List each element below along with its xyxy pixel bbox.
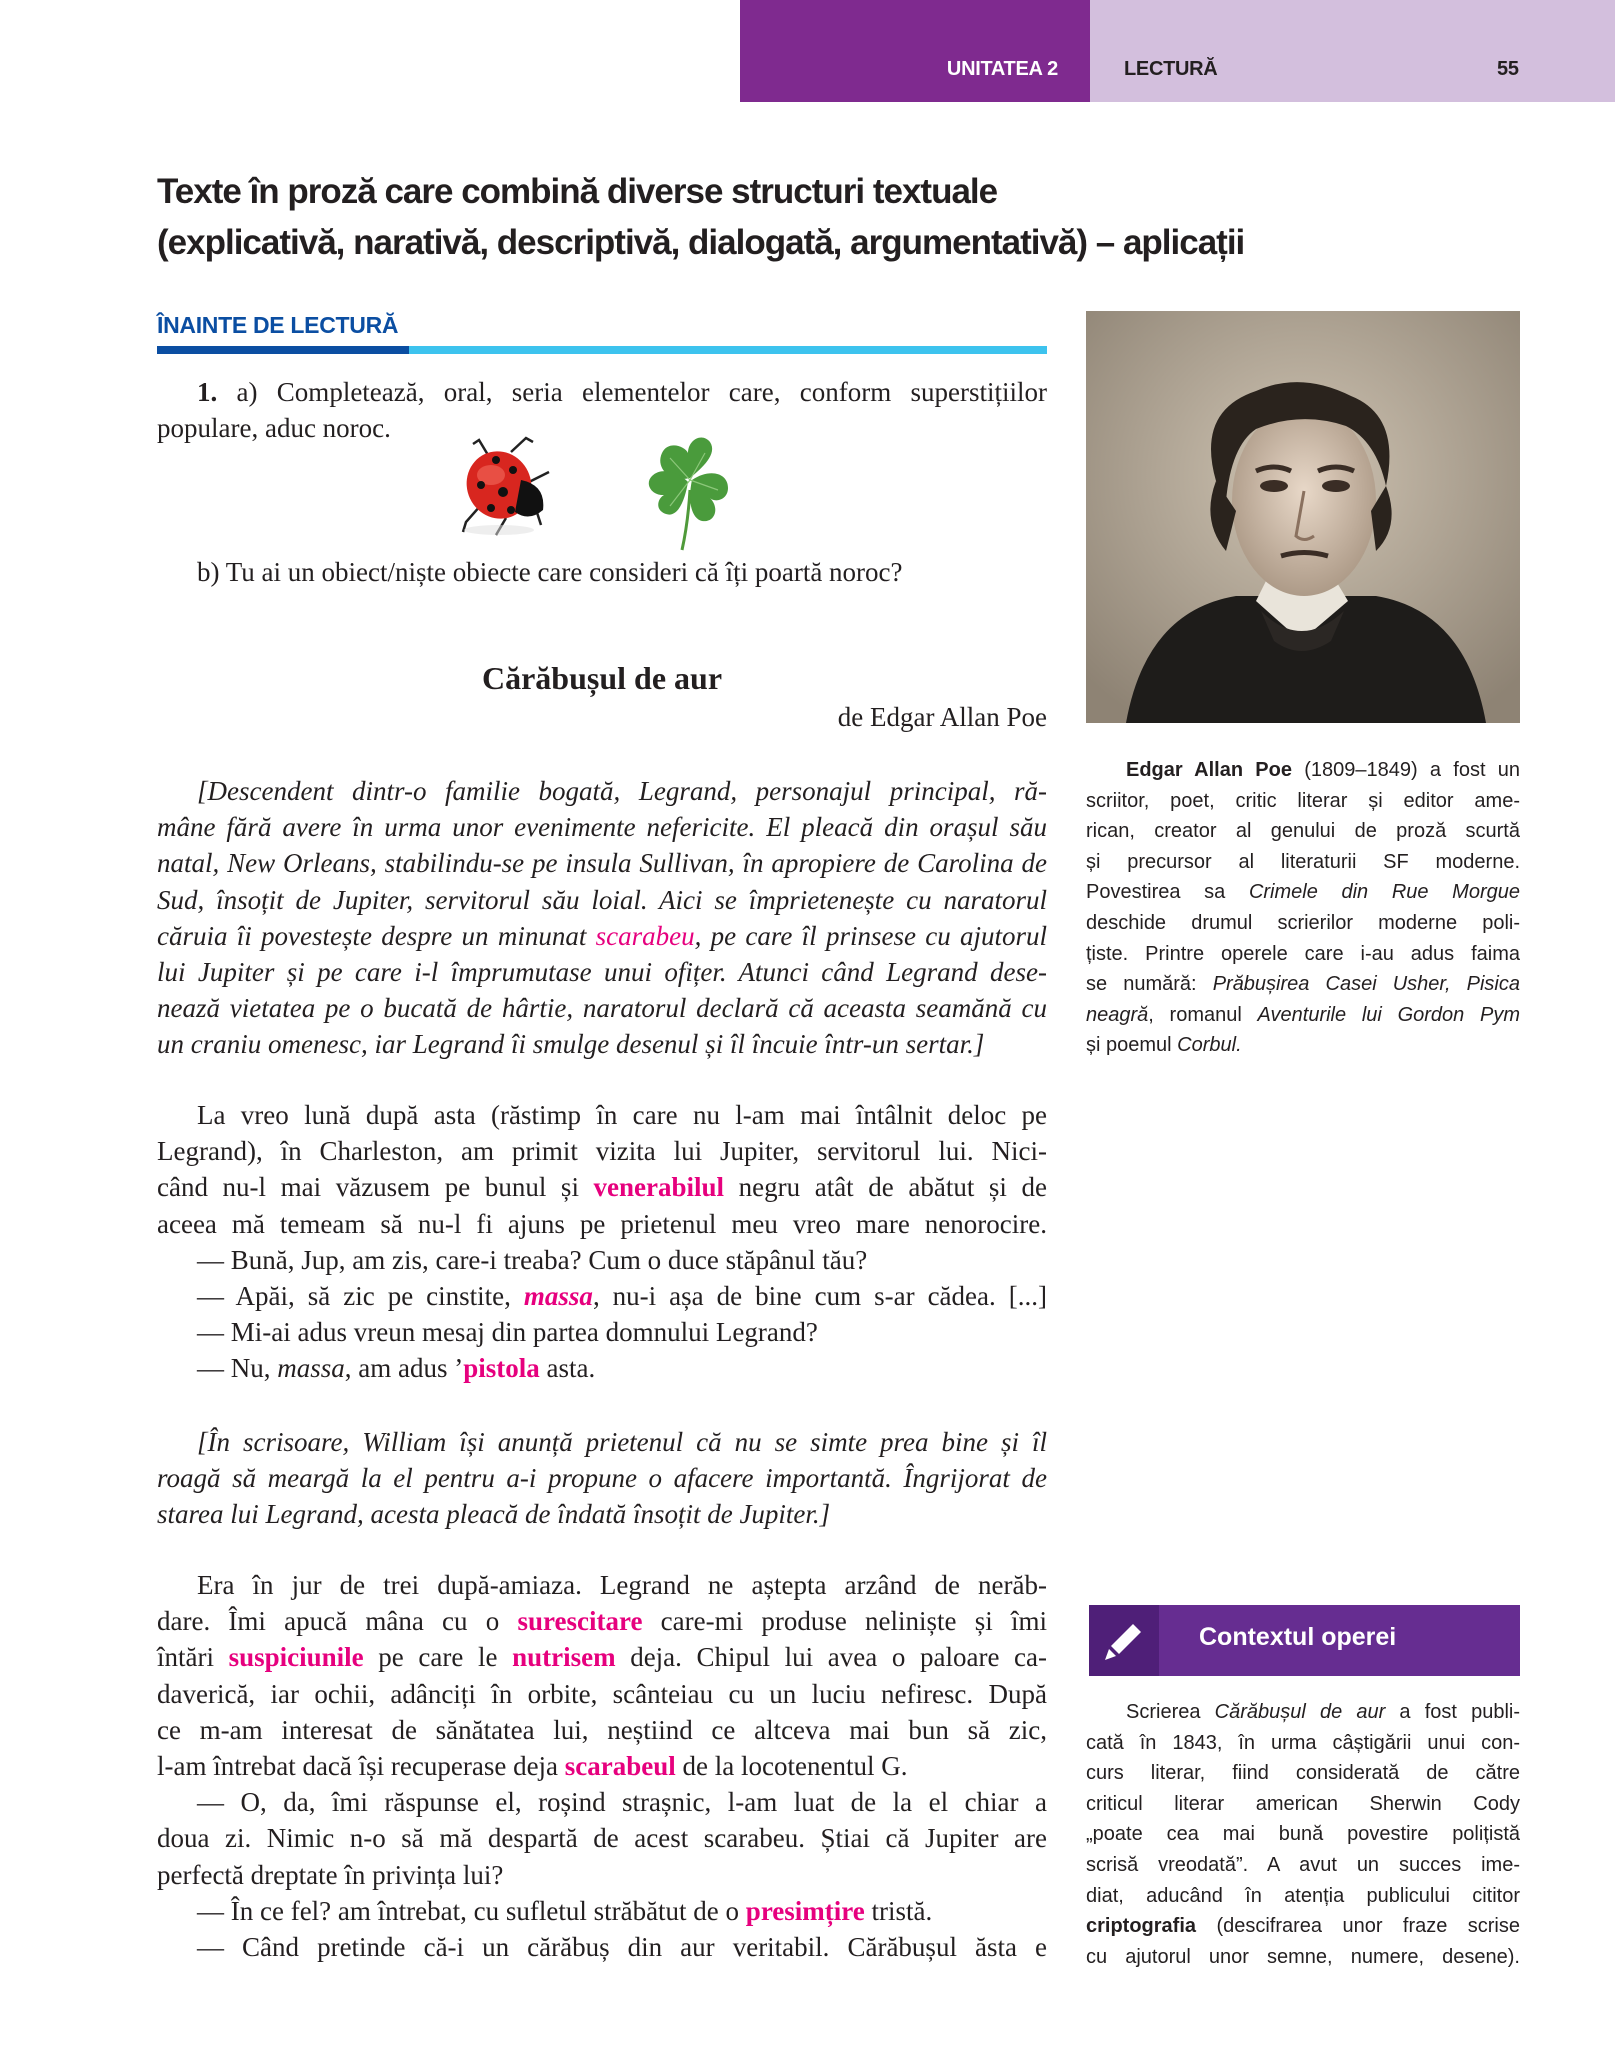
text-run: și poemul xyxy=(1086,1034,1178,1057)
text-line xyxy=(1086,969,1520,1000)
page-title-line-1: Texte în proză care combină diverse structuri textuale xyxy=(157,172,998,211)
emphasized-text: massa xyxy=(277,1353,345,1384)
unit-band xyxy=(740,0,1090,102)
text-line xyxy=(157,1314,1047,1350)
text-line xyxy=(157,809,1047,845)
text-line xyxy=(157,1893,1047,1929)
glossary-term: venerabilul xyxy=(593,1172,725,1203)
text-run: [În scrisoare, William își anunță prietenul că nu se simte prea bine și îl xyxy=(197,1427,1047,1457)
text-run: Scrierea xyxy=(1126,1701,1215,1723)
section-label: LECTURĂ xyxy=(1124,58,1218,80)
context-text xyxy=(1086,1697,1520,1972)
text-run: a fost publi- xyxy=(1385,1701,1521,1723)
text-run: daverică, iar ochii, adânciți în orbite, scânteiau cu un luciu nefiresc. După xyxy=(157,1678,1047,1709)
text-run: , romanul xyxy=(1148,1003,1258,1026)
text-run: negru atât de abătut și de xyxy=(724,1172,1047,1203)
text-line xyxy=(157,1460,1047,1496)
text-line xyxy=(157,990,1047,1026)
text-line xyxy=(1086,908,1520,939)
story-paragraph-2 xyxy=(157,1097,1047,1387)
text-run: Sud, însoțit de Jupiter, servitorul său loial. Aici se împrietenește cu naratorul xyxy=(157,884,1047,915)
emphasized-text: Crimele din Rue Morgue xyxy=(1248,881,1520,904)
text-run: populare, aduc noroc. xyxy=(157,413,391,444)
text-line xyxy=(157,845,1047,881)
edgar-allan-poe-portrait xyxy=(1086,311,1520,723)
emphasized-text: Cărăbușul de aur xyxy=(1214,1701,1386,1723)
text-run: scriitor, poet, critic literar și editor ame- xyxy=(1086,789,1520,812)
text-line xyxy=(157,1350,1047,1386)
glossary-term: nutrisem xyxy=(512,1642,616,1673)
summary-paragraph-1 xyxy=(157,773,1047,1063)
text-run: dare. Îmi apucă mâna cu o xyxy=(157,1606,518,1637)
heading-rule-dark xyxy=(157,346,409,354)
text-line xyxy=(1086,1850,1520,1881)
text-run: a) Completează, oral, seria elementelor care, conform superstițiilor xyxy=(217,377,1047,407)
emphasized-text: neagră xyxy=(1086,1003,1149,1026)
text-run: și precursor al literaturii SF moderne. xyxy=(1086,850,1520,873)
text-run: Povestirea sa xyxy=(1086,881,1249,904)
page-title-line-2: (explicativă, narativă, descriptivă, dialogată, argumentativă) – aplicații xyxy=(157,223,1245,262)
text-run: asta. xyxy=(539,1353,596,1384)
question-1a xyxy=(157,374,1047,446)
story-paragraph-4 xyxy=(157,1567,1047,1965)
text-line xyxy=(1086,816,1520,847)
text-line xyxy=(157,1206,1047,1242)
text-line xyxy=(157,918,1047,954)
text-run: lui Jupiter și pe care i-l împrumutase unui ofițer. Atunci când Legrand dese- xyxy=(157,957,1047,988)
text-run: nează vietatea pe o bucată de hârtie, naratorul declară că aceasta seamănă cu xyxy=(157,993,1047,1024)
text-run: — Când pretinde că-i un cărăbuș din aur veritabil. Cărăbușul ăsta e xyxy=(197,1932,1047,1963)
text-run: căruia îi povestește despre un minunat xyxy=(157,920,596,951)
section-band xyxy=(1090,0,1615,102)
text-run: aceea mă temeam să nu-l fi ajuns pe prietenul meu vreo mare nenorocire. xyxy=(157,1208,1047,1239)
text-run: roagă să meargă la el pentru a-i propune o afacere importantă. Îngrijorat de xyxy=(157,1463,1047,1494)
text-run: La vreo lună după asta (răstimp în care nu l-am mai întâlnit deloc pe xyxy=(197,1100,1047,1130)
story-title: Cărăbușul de aur xyxy=(481,660,723,696)
text-line xyxy=(1086,755,1520,786)
text-line xyxy=(157,1026,1047,1062)
glossary-term: suspiciunile xyxy=(228,1642,364,1673)
text-run: , pe care îl prinsese cu ajutorul xyxy=(694,920,1047,951)
question-1b xyxy=(157,554,1047,590)
ladybug-image xyxy=(451,430,571,545)
text-run: b) Tu ai un obiect/niște obiecte care consideri că îți poartă noroc? xyxy=(197,557,903,587)
text-line xyxy=(1086,1000,1520,1031)
text-run: ce m-am interesat de sănătatea lui, neștiind ce altceva mai bun să zic, xyxy=(157,1714,1047,1745)
glossary-term: presimțire xyxy=(745,1895,865,1926)
text-run: criticul literar american Sherwin Cody xyxy=(1086,1792,1520,1815)
text-line xyxy=(157,1784,1047,1820)
text-line xyxy=(157,410,1047,446)
text-line xyxy=(157,1496,1047,1532)
text-line xyxy=(157,882,1047,918)
text-run: scrisă vreodată”. A avut un succes ime- xyxy=(1086,1853,1520,1876)
text-line xyxy=(1086,1789,1520,1820)
text-line xyxy=(1086,786,1520,817)
text-line xyxy=(157,1676,1047,1712)
summary-paragraph-3 xyxy=(157,1424,1047,1533)
text-run: natal, New Orleans, stabilindu-se pe insula Sullivan, în apropiere de Carolina de xyxy=(157,848,1047,879)
text-run: care-mi produse neliniște și îmi xyxy=(642,1606,1048,1637)
text-line xyxy=(157,1603,1047,1639)
text-line xyxy=(157,1820,1047,1856)
heading-rule-light xyxy=(409,346,1047,354)
text-line xyxy=(1086,1758,1520,1789)
text-run: doua zi. Nimic n-o să mă despartă de acest scarabeu. Știai că Jupiter are xyxy=(157,1823,1047,1854)
text-line xyxy=(157,554,1047,590)
text-line xyxy=(157,374,1047,410)
emphasized-text: Edgar Allan Poe xyxy=(1126,759,1292,781)
text-run: cu ajutorul unor semne, numere, desene). xyxy=(1086,1945,1520,1968)
text-run: , nu-i așa de bine cum s-ar cădea. [...] xyxy=(592,1281,1047,1312)
text-run: Legrand), în Charleston, am primit vizita lui Jupiter, servitorul lui. Nici- xyxy=(157,1136,1047,1167)
text-line xyxy=(1086,1697,1520,1728)
text-line xyxy=(1086,847,1520,878)
text-run: , am adus ’ xyxy=(344,1353,464,1384)
page-number: 55 xyxy=(1497,58,1519,80)
text-line xyxy=(1086,877,1520,908)
glossary-term: massa xyxy=(523,1281,593,1312)
text-run: (1809–1849) a fost un xyxy=(1292,759,1520,781)
emphasized-text: Prăbușirea Casei Usher, Pisica xyxy=(1212,973,1520,996)
author-bio xyxy=(1086,755,1520,1061)
emphasized-text: Aventurile lui Gordon Pym xyxy=(1257,1003,1520,1026)
text-run: țiste. Printre operele care i-au adus faima xyxy=(1086,942,1520,965)
text-run: întări xyxy=(157,1642,229,1673)
glossary-term: surescitare xyxy=(517,1606,643,1637)
text-run: perfectă dreptate în privința lui? xyxy=(157,1859,504,1890)
text-line xyxy=(1086,1881,1520,1912)
glossary-term: scarabeu xyxy=(595,920,695,951)
text-run: diat, aducând în atenția publicului cititor xyxy=(1086,1884,1520,1907)
text-line xyxy=(157,1857,1047,1893)
text-line xyxy=(1086,1942,1520,1973)
text-line xyxy=(157,773,1047,809)
text-run: — Apăi, să zic pe cinstite, xyxy=(197,1281,524,1312)
text-run: pe care le xyxy=(363,1642,513,1673)
pre-reading-heading: ÎNAINTE DE LECTURĂ xyxy=(157,312,399,338)
text-line xyxy=(157,1712,1047,1748)
text-run: mâne fără avere în urma unor evenimente nefericite. El pleacă din orașul său xyxy=(157,812,1047,843)
text-run: (descifrarea unor fraze scrise xyxy=(1196,1915,1520,1938)
text-line xyxy=(157,1424,1047,1460)
emphasized-text: criptografia xyxy=(1086,1915,1197,1938)
text-line xyxy=(157,1169,1047,1205)
text-run: când nu-l mai văzusem pe bunul și xyxy=(157,1172,594,1203)
text-run: — O, da, îmi răspunse el, roșind strașnic, l-am luat de la el chiar a xyxy=(197,1787,1047,1818)
text-run: deja. Chipul lui avea o paloare ca- xyxy=(615,1642,1048,1673)
text-line xyxy=(157,954,1047,990)
text-run: [Descendent dintr-o familie bogată, Legrand, personajul principal, ră- xyxy=(197,776,1047,806)
emphasized-text: 1. xyxy=(197,377,218,407)
text-run: cată în 1843, în urma câștigării unui con- xyxy=(1086,1731,1520,1754)
text-run: un craniu omenesc, iar Legrand îi smulge desenul și îl încuie într-un sertar.] xyxy=(157,1029,985,1060)
text-run: rican, creator al genului de proză scurtă xyxy=(1086,820,1520,843)
emphasized-text: Corbul. xyxy=(1177,1034,1242,1057)
text-run: curs literar, fiind considerată de către xyxy=(1086,1762,1520,1785)
text-line xyxy=(157,1278,1047,1314)
context-title: Contextul operei xyxy=(1199,1623,1397,1651)
text-line xyxy=(157,1097,1047,1133)
text-line xyxy=(1086,1911,1520,1942)
text-line xyxy=(157,1567,1047,1603)
context-header xyxy=(1089,1605,1520,1676)
text-run: l-am întrebat dacă își recuperase deja xyxy=(157,1751,565,1782)
text-line xyxy=(157,1929,1047,1965)
text-line xyxy=(1086,1728,1520,1759)
text-run: — În ce fel? am întrebat, cu sufletul străbătut de o xyxy=(197,1895,746,1926)
text-line xyxy=(1086,1030,1520,1061)
pencil-icon xyxy=(1089,1605,1159,1676)
text-run: de la locotenentul G. xyxy=(675,1751,908,1782)
text-run: „poate cea mai bună povestire polițistă xyxy=(1086,1823,1520,1846)
text-run: starea lui Legrand, acesta pleacă de îndată însoțit de Jupiter.] xyxy=(157,1499,831,1530)
unit-label: UNITATEA 2 xyxy=(946,58,1058,80)
glossary-term: scarabeul xyxy=(564,1751,676,1782)
text-line xyxy=(1086,939,1520,970)
text-run: Era în jur de trei după-amiaza. Legrand ne aștepta arzând de nerăb- xyxy=(197,1570,1047,1600)
text-line xyxy=(157,1748,1047,1784)
glossary-term: pistola xyxy=(463,1353,540,1384)
text-run: — Bună, Jup, am zis, care-i treaba? Cum o duce stăpânul tău? xyxy=(197,1244,868,1275)
text-run: deschide drumul scrierilor moderne poli- xyxy=(1086,911,1520,934)
text-run: — Mi-ai adus vreun mesaj din partea domnului Legrand? xyxy=(197,1317,818,1348)
text-run: tristă. xyxy=(864,1895,933,1926)
text-line xyxy=(1086,1819,1520,1850)
four-leaf-clover-image xyxy=(640,428,750,553)
text-line xyxy=(157,1242,1047,1278)
story-author: de Edgar Allan Poe xyxy=(837,702,1047,732)
text-run: — Nu, xyxy=(197,1353,278,1384)
text-line xyxy=(157,1133,1047,1169)
text-line xyxy=(157,1639,1047,1675)
text-run: se numără: xyxy=(1086,973,1213,996)
page-title xyxy=(157,166,1244,268)
